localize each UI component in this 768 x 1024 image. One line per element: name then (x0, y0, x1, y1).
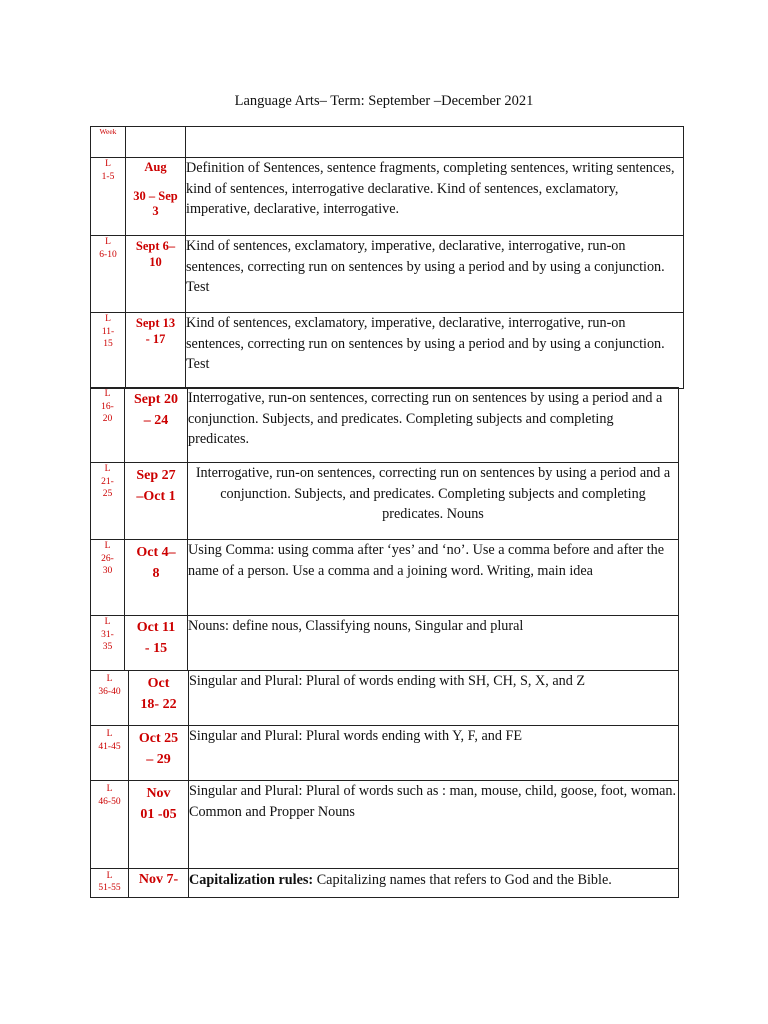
content-header (186, 127, 684, 158)
content-cell: Singular and Plural: Plural of words such as : man, mouse, child, goose, foot, woman. Common and Propper Nouns (189, 781, 679, 869)
week-label: L (104, 389, 111, 399)
content-cell: Interrogative, run-on sentences, correcting run on sentences by using a period and a conjunction. Subjects, and predicates. Completing subjects and completing predicates. Nouns (188, 463, 679, 540)
date-line: 18- 22 (140, 697, 177, 712)
week-cell (91, 540, 125, 616)
week-cell (91, 313, 126, 389)
date-line: Oct 25 (138, 731, 179, 746)
date-header (126, 127, 186, 158)
date-line: 01 -05 (140, 807, 177, 822)
week-range: 26- (101, 553, 114, 564)
week-label: L (106, 784, 113, 794)
date-cell (125, 388, 188, 463)
table-header-row (91, 127, 684, 158)
week-header: Week (91, 127, 126, 158)
date-line: - 17 (145, 332, 166, 346)
content-cell (189, 869, 679, 898)
date-line: Oct 11 (136, 620, 176, 635)
schedule-table-top (90, 126, 684, 389)
date-line: Nov 7- (138, 872, 179, 887)
date-cell (129, 781, 189, 869)
week-label: L (105, 159, 111, 169)
date-line: –Oct 1 (136, 489, 176, 504)
week-cell (91, 463, 125, 540)
table-row (91, 236, 684, 313)
table-row (91, 313, 684, 389)
date-line: 3 (152, 204, 159, 218)
table-row (91, 158, 684, 236)
week-label: L (106, 674, 113, 684)
table-row (91, 463, 679, 540)
date-line: Sept 20 (134, 392, 178, 407)
date-cell (126, 236, 186, 313)
week-range: 16- (101, 401, 114, 412)
week-range: 35 (102, 642, 113, 652)
week-cell (91, 158, 126, 236)
week-range: 46-50 (98, 796, 121, 807)
schedule-table-middle (90, 387, 679, 671)
date-cell (125, 540, 188, 616)
content-cell: Definition of Sentences, sentence fragments, completing sentences, writing sentences, kind of sentences, interrogative declarative. Kind of sentences, exclamatory, imperative, declarative, interrogative. (186, 158, 684, 236)
content-cell: Singular and Plural: Plural of words ending with SH, CH, S, X, and Z (189, 671, 679, 726)
week-cell (91, 726, 129, 781)
table-row (91, 388, 679, 463)
table-row (91, 616, 679, 671)
date-line: Sept 6– (135, 239, 176, 253)
date-line: - 15 (144, 641, 168, 656)
table-row (91, 540, 679, 616)
table-row (91, 781, 679, 869)
week-range: 25 (102, 489, 113, 499)
content-cell: Interrogative, run-on sentences, correcting run on sentences by using a period and a conjunction. Subjects, and predicates. Completing subjects and completing predicates. (188, 388, 679, 463)
date-line: Oct 4– (136, 545, 176, 560)
content-cell: Kind of sentences, exclamatory, imperative, declarative, interrogative, run-on sentences, correcting run on sentences by using a period and by using a conjunction. Test (186, 313, 684, 389)
week-label: L (104, 541, 111, 551)
date-line: Nov (146, 786, 171, 801)
week-range: 1-5 (101, 171, 115, 182)
schedule-table-bottom (90, 670, 679, 898)
week-cell (91, 236, 126, 313)
week-range: 20 (102, 414, 113, 424)
week-range: 41-45 (98, 741, 121, 752)
date-line: 10 (149, 255, 162, 269)
date-cell (129, 671, 189, 726)
content-text: Capitalizing names that refers to God and the Bible. (313, 872, 612, 888)
date-line: Oct (147, 676, 170, 691)
week-cell (91, 869, 129, 898)
week-range: 11- (101, 326, 115, 337)
date-line: Sep 27 (136, 468, 176, 483)
content-cell: Singular and Plural: Plural words ending with Y, F, and FE (189, 726, 679, 781)
date-cell (129, 869, 189, 898)
date-line: – 24 (143, 413, 169, 428)
week-label: L (106, 729, 113, 739)
date-line: 30 – Sep (133, 189, 178, 203)
week-range: 21- (101, 476, 114, 487)
content-cell: Nouns: define nous, Classifying nouns, Singular and plural (188, 616, 679, 671)
week-range: 30 (102, 566, 113, 576)
table-row (91, 671, 679, 726)
week-label: L (104, 464, 111, 474)
content-cell: Kind of sentences, exclamatory, imperative, declarative, interrogative, run-on sentences, correcting run on sentences by using a period and by using a conjunction. Test (186, 236, 684, 313)
week-label: L (105, 314, 111, 324)
week-label: L (105, 237, 111, 247)
week-cell (91, 781, 129, 869)
table-row (91, 726, 679, 781)
date-line: Sept 13 (135, 316, 176, 330)
week-label: L (104, 617, 111, 627)
week-cell (91, 388, 125, 463)
week-cell (91, 616, 125, 671)
date-cell (126, 158, 186, 236)
week-cell (91, 671, 129, 726)
week-label: L (106, 871, 113, 881)
date-spacer (126, 175, 185, 189)
table-row (91, 869, 679, 898)
date-cell (129, 726, 189, 781)
date-cell (125, 463, 188, 540)
date-line: 8 (152, 566, 160, 581)
content-cell: Using Comma: using comma after ‘yes’ and ‘no’. Use a comma before and after the name of a person. Use a comma and a joining word. Writing, main idea (188, 540, 679, 616)
content-bold: Capitalization rules: (189, 872, 314, 888)
date-cell (126, 313, 186, 389)
week-range: 6-10 (99, 249, 117, 260)
date-line: Aug (144, 160, 167, 174)
page-title: Language Arts– Term: September –December 2021 (234, 93, 534, 109)
week-range: 51-55 (98, 883, 121, 893)
date-cell (125, 616, 188, 671)
week-range: 36-40 (98, 686, 121, 697)
week-range: 15 (103, 339, 113, 349)
date-line: – 29 (146, 752, 171, 767)
week-range: 31- (101, 629, 114, 640)
